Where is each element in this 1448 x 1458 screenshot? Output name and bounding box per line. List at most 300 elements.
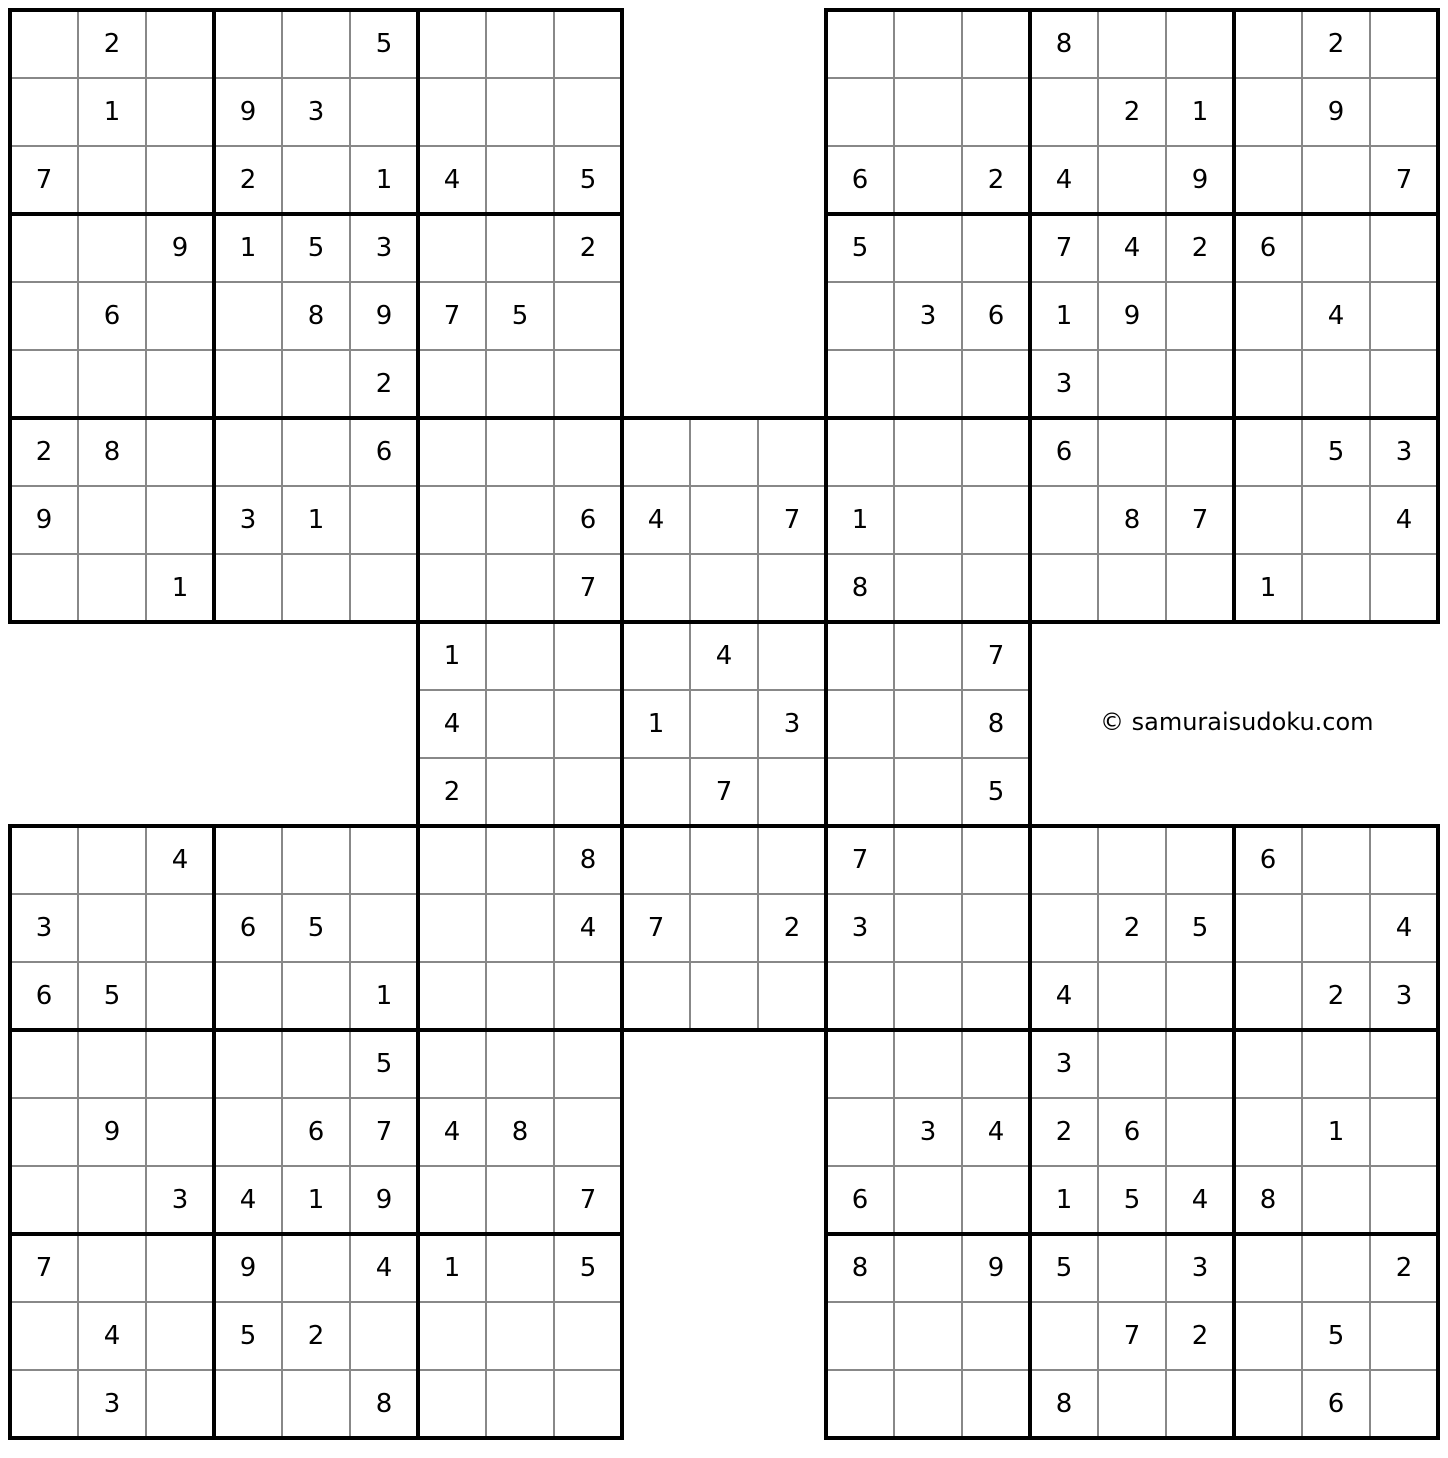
empty-cell[interactable] — [894, 826, 962, 894]
empty-cell[interactable] — [1302, 350, 1370, 418]
empty-cell[interactable] — [554, 10, 622, 78]
given-digit-cell: 4 — [579, 913, 597, 943]
empty-cell[interactable] — [418, 10, 486, 78]
empty-cell[interactable] — [1302, 1166, 1370, 1234]
given-digit-cell: 3 — [307, 97, 325, 127]
given-digit-cell: 3 — [1395, 437, 1413, 467]
empty-cell[interactable] — [78, 894, 146, 962]
given-digit-cell: 5 — [1123, 1185, 1141, 1215]
empty-cell[interactable] — [758, 826, 826, 894]
empty-cell[interactable] — [962, 1370, 1030, 1438]
empty-cell[interactable] — [486, 690, 554, 758]
empty-cell[interactable] — [1370, 350, 1438, 418]
empty-cell[interactable] — [962, 1166, 1030, 1234]
empty-cell[interactable] — [10, 78, 78, 146]
empty-cell[interactable] — [962, 894, 1030, 962]
empty-cell[interactable] — [418, 826, 486, 894]
given-digit-cell: 1 — [1055, 301, 1073, 331]
empty-cell[interactable] — [146, 1370, 214, 1438]
empty-cell[interactable] — [1234, 418, 1302, 486]
empty-cell[interactable] — [78, 1234, 146, 1302]
empty-cell[interactable] — [894, 1234, 962, 1302]
empty-cell[interactable] — [894, 418, 962, 486]
empty-cell[interactable] — [1234, 1234, 1302, 1302]
empty-cell[interactable] — [894, 1030, 962, 1098]
empty-cell[interactable] — [894, 554, 962, 622]
empty-cell[interactable] — [418, 214, 486, 282]
given-digit-cell: 1 — [375, 165, 393, 195]
empty-cell[interactable] — [894, 146, 962, 214]
empty-cell[interactable] — [1166, 1030, 1234, 1098]
empty-cell[interactable] — [1098, 554, 1166, 622]
empty-cell[interactable] — [10, 282, 78, 350]
empty-cell[interactable] — [826, 1302, 894, 1370]
empty-cell[interactable] — [1234, 486, 1302, 554]
empty-cell[interactable] — [1166, 554, 1234, 622]
empty-cell[interactable] — [1166, 350, 1234, 418]
empty-cell[interactable] — [214, 962, 282, 1030]
given-digit-cell: 3 — [919, 301, 937, 331]
empty-cell[interactable] — [486, 10, 554, 78]
empty-cell[interactable] — [1234, 146, 1302, 214]
empty-cell[interactable] — [146, 78, 214, 146]
empty-cell[interactable] — [1030, 826, 1098, 894]
empty-cell[interactable] — [10, 1302, 78, 1370]
empty-cell[interactable] — [1098, 1030, 1166, 1098]
empty-cell[interactable] — [826, 282, 894, 350]
empty-cell[interactable] — [350, 78, 418, 146]
empty-cell[interactable] — [554, 78, 622, 146]
empty-cell[interactable] — [350, 1302, 418, 1370]
empty-cell[interactable] — [486, 1166, 554, 1234]
empty-cell[interactable] — [554, 282, 622, 350]
empty-cell[interactable] — [282, 418, 350, 486]
empty-cell[interactable] — [758, 962, 826, 1030]
given-digit-cell: 1 — [1055, 1185, 1073, 1215]
empty-cell[interactable] — [1302, 554, 1370, 622]
empty-cell[interactable] — [1166, 962, 1234, 1030]
empty-cell[interactable] — [350, 826, 418, 894]
empty-cell[interactable] — [1166, 10, 1234, 78]
given-digit-cell: 2 — [239, 165, 257, 195]
empty-cell[interactable] — [214, 1030, 282, 1098]
empty-cell[interactable] — [146, 1234, 214, 1302]
given-digit-cell: 3 — [375, 233, 393, 263]
empty-cell[interactable] — [1030, 1302, 1098, 1370]
empty-cell[interactable] — [554, 350, 622, 418]
empty-cell[interactable] — [826, 1098, 894, 1166]
empty-cell[interactable] — [894, 1370, 962, 1438]
empty-cell[interactable] — [1302, 146, 1370, 214]
given-digit-cell: 5 — [579, 165, 597, 195]
empty-cell[interactable] — [146, 486, 214, 554]
empty-cell[interactable] — [1370, 78, 1438, 146]
given-digit-cell: 4 — [1191, 1185, 1209, 1215]
empty-cell[interactable] — [1166, 1370, 1234, 1438]
empty-cell[interactable] — [690, 418, 758, 486]
empty-cell[interactable] — [690, 554, 758, 622]
empty-cell[interactable] — [486, 826, 554, 894]
given-digit-cell: 7 — [579, 1185, 597, 1215]
empty-cell[interactable] — [622, 962, 690, 1030]
empty-cell[interactable] — [1370, 554, 1438, 622]
empty-cell[interactable] — [894, 78, 962, 146]
empty-cell[interactable] — [486, 554, 554, 622]
empty-cell[interactable] — [1370, 1370, 1438, 1438]
empty-cell[interactable] — [1098, 1370, 1166, 1438]
empty-cell[interactable] — [10, 10, 78, 78]
empty-cell[interactable] — [146, 1030, 214, 1098]
empty-cell[interactable] — [418, 1030, 486, 1098]
empty-cell[interactable] — [1234, 78, 1302, 146]
empty-cell[interactable] — [1234, 962, 1302, 1030]
empty-cell[interactable] — [554, 962, 622, 1030]
empty-cell[interactable] — [486, 622, 554, 690]
empty-cell[interactable] — [214, 1098, 282, 1166]
given-digit-cell: 7 — [647, 913, 665, 943]
empty-cell[interactable] — [826, 1370, 894, 1438]
empty-cell[interactable] — [78, 826, 146, 894]
given-digit-cell: 7 — [1055, 233, 1073, 263]
empty-cell[interactable] — [214, 418, 282, 486]
empty-cell[interactable] — [486, 1302, 554, 1370]
empty-cell[interactable] — [622, 826, 690, 894]
empty-cell[interactable] — [758, 622, 826, 690]
empty-cell[interactable] — [146, 418, 214, 486]
empty-cell[interactable] — [282, 1234, 350, 1302]
empty-cell[interactable] — [78, 1030, 146, 1098]
empty-cell[interactable] — [214, 10, 282, 78]
empty-cell[interactable] — [622, 622, 690, 690]
given-digit-cell: 9 — [171, 233, 189, 263]
empty-cell[interactable] — [1370, 214, 1438, 282]
given-digit-cell: 7 — [1395, 165, 1413, 195]
given-digit-cell: 2 — [375, 369, 393, 399]
empty-cell[interactable] — [826, 690, 894, 758]
given-digit-cell: 7 — [783, 505, 801, 535]
given-digit-cell: 1 — [1327, 1117, 1345, 1147]
empty-cell[interactable] — [554, 1370, 622, 1438]
given-digit-cell: 3 — [171, 1185, 189, 1215]
empty-cell[interactable] — [486, 1370, 554, 1438]
given-digit-cell: 7 — [35, 165, 53, 195]
given-digit-cell: 9 — [103, 1117, 121, 1147]
empty-cell[interactable] — [10, 350, 78, 418]
empty-cell[interactable] — [10, 214, 78, 282]
empty-cell[interactable] — [1234, 894, 1302, 962]
given-digit-cell: 2 — [1055, 1117, 1073, 1147]
empty-cell[interactable] — [1030, 894, 1098, 962]
empty-cell[interactable] — [1234, 282, 1302, 350]
empty-cell[interactable] — [10, 1030, 78, 1098]
given-digit-cell: 8 — [851, 573, 869, 603]
empty-cell[interactable] — [554, 1302, 622, 1370]
empty-cell[interactable] — [282, 1030, 350, 1098]
empty-cell[interactable] — [214, 282, 282, 350]
empty-cell[interactable] — [350, 486, 418, 554]
empty-cell[interactable] — [418, 1166, 486, 1234]
empty-cell[interactable] — [622, 758, 690, 826]
empty-cell[interactable] — [1234, 1302, 1302, 1370]
empty-cell[interactable] — [418, 350, 486, 418]
empty-cell[interactable] — [962, 1302, 1030, 1370]
empty-cell[interactable] — [826, 78, 894, 146]
empty-cell[interactable] — [486, 758, 554, 826]
empty-cell[interactable] — [1302, 214, 1370, 282]
empty-cell[interactable] — [418, 78, 486, 146]
empty-cell[interactable] — [282, 962, 350, 1030]
empty-cell[interactable] — [894, 10, 962, 78]
empty-cell[interactable] — [350, 554, 418, 622]
given-digit-cell: 4 — [443, 1117, 461, 1147]
given-digit-cell: 4 — [1055, 165, 1073, 195]
empty-cell[interactable] — [554, 1030, 622, 1098]
empty-cell[interactable] — [486, 1234, 554, 1302]
empty-cell[interactable] — [826, 350, 894, 418]
empty-cell[interactable] — [486, 146, 554, 214]
given-digit-cell: 4 — [715, 641, 733, 671]
given-digit-cell: 4 — [443, 709, 461, 739]
given-digit-cell: 1 — [375, 981, 393, 1011]
empty-cell[interactable] — [486, 418, 554, 486]
empty-cell[interactable] — [1370, 1302, 1438, 1370]
empty-cell[interactable] — [554, 690, 622, 758]
given-digit-cell: 9 — [239, 1253, 257, 1283]
given-digit-cell: 2 — [307, 1321, 325, 1351]
empty-cell[interactable] — [622, 554, 690, 622]
empty-cell[interactable] — [690, 894, 758, 962]
empty-cell[interactable] — [214, 554, 282, 622]
empty-cell[interactable] — [1234, 1370, 1302, 1438]
empty-cell[interactable] — [962, 962, 1030, 1030]
empty-cell[interactable] — [962, 214, 1030, 282]
empty-cell[interactable] — [418, 1302, 486, 1370]
empty-cell[interactable] — [894, 690, 962, 758]
empty-cell[interactable] — [894, 894, 962, 962]
empty-cell[interactable] — [554, 418, 622, 486]
empty-cell[interactable] — [690, 826, 758, 894]
given-digit-cell: 3 — [1395, 981, 1413, 1011]
given-digit-cell: 2 — [443, 777, 461, 807]
empty-cell[interactable] — [894, 622, 962, 690]
given-digit-cell: 5 — [987, 777, 1005, 807]
given-digit-cell: 6 — [35, 981, 53, 1011]
empty-cell[interactable] — [1302, 826, 1370, 894]
empty-cell[interactable] — [1370, 282, 1438, 350]
empty-cell[interactable] — [758, 554, 826, 622]
empty-cell[interactable] — [418, 486, 486, 554]
given-digit-cell: 8 — [511, 1117, 529, 1147]
empty-cell[interactable] — [282, 146, 350, 214]
empty-cell[interactable] — [962, 418, 1030, 486]
empty-cell[interactable] — [962, 78, 1030, 146]
empty-cell[interactable] — [78, 1166, 146, 1234]
empty-cell[interactable] — [1166, 282, 1234, 350]
given-digit-cell: 1 — [1259, 573, 1277, 603]
given-digit-cell: 7 — [851, 845, 869, 875]
empty-cell[interactable] — [282, 1370, 350, 1438]
given-digit-cell: 8 — [851, 1253, 869, 1283]
empty-cell[interactable] — [146, 894, 214, 962]
empty-cell[interactable] — [78, 214, 146, 282]
empty-cell[interactable] — [894, 1302, 962, 1370]
empty-cell[interactable] — [78, 350, 146, 418]
empty-cell[interactable] — [554, 622, 622, 690]
given-digit-cell: 3 — [783, 709, 801, 739]
empty-cell[interactable] — [78, 486, 146, 554]
empty-cell[interactable] — [1370, 1166, 1438, 1234]
given-digit-cell: 1 — [443, 641, 461, 671]
given-digit-cell: 5 — [1327, 1321, 1345, 1351]
empty-cell[interactable] — [146, 1098, 214, 1166]
empty-cell[interactable] — [282, 826, 350, 894]
empty-cell[interactable] — [10, 554, 78, 622]
given-digit-cell: 1 — [103, 97, 121, 127]
empty-cell[interactable] — [1166, 1098, 1234, 1166]
empty-cell[interactable] — [214, 350, 282, 418]
empty-cell[interactable] — [894, 962, 962, 1030]
empty-cell[interactable] — [146, 282, 214, 350]
empty-cell[interactable] — [690, 690, 758, 758]
empty-cell[interactable] — [282, 554, 350, 622]
empty-cell[interactable] — [1370, 1030, 1438, 1098]
empty-cell[interactable] — [1098, 418, 1166, 486]
given-digit-cell: 2 — [1191, 1321, 1209, 1351]
given-digit-cell: 8 — [1259, 1185, 1277, 1215]
empty-cell[interactable] — [10, 1166, 78, 1234]
given-digit-cell: 5 — [375, 29, 393, 59]
empty-cell[interactable] — [350, 894, 418, 962]
given-digit-cell: 8 — [307, 301, 325, 331]
empty-cell[interactable] — [1302, 1030, 1370, 1098]
empty-cell[interactable] — [1030, 554, 1098, 622]
empty-cell[interactable] — [962, 826, 1030, 894]
empty-cell[interactable] — [1098, 962, 1166, 1030]
empty-cell[interactable] — [146, 146, 214, 214]
empty-cell[interactable] — [418, 554, 486, 622]
empty-cell[interactable] — [622, 418, 690, 486]
given-digit-cell: 2 — [1327, 981, 1345, 1011]
empty-cell[interactable] — [962, 350, 1030, 418]
empty-cell[interactable] — [826, 962, 894, 1030]
empty-cell[interactable] — [826, 622, 894, 690]
empty-cell[interactable] — [1098, 826, 1166, 894]
given-digit-cell: 7 — [579, 573, 597, 603]
empty-cell[interactable] — [214, 1370, 282, 1438]
empty-cell[interactable] — [894, 214, 962, 282]
empty-cell[interactable] — [1234, 1030, 1302, 1098]
given-digit-cell: 3 — [1055, 369, 1073, 399]
given-digit-cell: 7 — [1123, 1321, 1141, 1351]
empty-cell[interactable] — [1098, 10, 1166, 78]
given-digit-cell: 2 — [579, 233, 597, 263]
empty-cell[interactable] — [1234, 1098, 1302, 1166]
given-digit-cell: 2 — [1327, 29, 1345, 59]
empty-cell[interactable] — [1098, 1234, 1166, 1302]
empty-cell[interactable] — [894, 758, 962, 826]
empty-cell[interactable] — [894, 486, 962, 554]
empty-cell[interactable] — [758, 758, 826, 826]
empty-cell[interactable] — [1030, 78, 1098, 146]
empty-cell[interactable] — [690, 486, 758, 554]
empty-cell[interactable] — [486, 214, 554, 282]
empty-cell[interactable] — [826, 758, 894, 826]
empty-cell[interactable] — [214, 826, 282, 894]
empty-cell[interactable] — [486, 1030, 554, 1098]
given-digit-cell: 5 — [1191, 913, 1209, 943]
empty-cell[interactable] — [826, 10, 894, 78]
empty-cell[interactable] — [1098, 146, 1166, 214]
empty-cell[interactable] — [1166, 418, 1234, 486]
given-digit-cell: 1 — [851, 505, 869, 535]
empty-cell[interactable] — [1302, 894, 1370, 962]
empty-cell[interactable] — [758, 418, 826, 486]
empty-cell[interactable] — [826, 1030, 894, 1098]
empty-cell[interactable] — [554, 1098, 622, 1166]
empty-cell[interactable] — [894, 1166, 962, 1234]
empty-cell[interactable] — [1166, 826, 1234, 894]
empty-cell[interactable] — [962, 1030, 1030, 1098]
given-digit-cell: 5 — [851, 233, 869, 263]
given-digit-cell: 6 — [307, 1117, 325, 1147]
empty-cell[interactable] — [10, 1370, 78, 1438]
empty-cell[interactable] — [962, 10, 1030, 78]
empty-cell[interactable] — [78, 554, 146, 622]
empty-cell[interactable] — [962, 486, 1030, 554]
empty-cell[interactable] — [962, 554, 1030, 622]
empty-cell[interactable] — [418, 1370, 486, 1438]
empty-cell[interactable] — [894, 350, 962, 418]
empty-cell[interactable] — [486, 350, 554, 418]
empty-cell[interactable] — [1370, 1098, 1438, 1166]
empty-cell[interactable] — [282, 10, 350, 78]
empty-cell[interactable] — [10, 1098, 78, 1166]
given-digit-cell: 6 — [1259, 233, 1277, 263]
empty-cell[interactable] — [10, 826, 78, 894]
empty-cell[interactable] — [826, 418, 894, 486]
empty-cell[interactable] — [1030, 486, 1098, 554]
empty-cell[interactable] — [1098, 350, 1166, 418]
empty-cell[interactable] — [1370, 10, 1438, 78]
empty-cell[interactable] — [1234, 350, 1302, 418]
empty-cell[interactable] — [1302, 1234, 1370, 1302]
empty-cell[interactable] — [146, 10, 214, 78]
given-digit-cell: 3 — [1191, 1253, 1209, 1283]
empty-cell[interactable] — [486, 486, 554, 554]
empty-cell[interactable] — [486, 894, 554, 962]
given-digit-cell: 9 — [239, 97, 257, 127]
empty-cell[interactable] — [78, 146, 146, 214]
empty-cell[interactable] — [1234, 10, 1302, 78]
empty-cell[interactable] — [146, 962, 214, 1030]
empty-cell[interactable] — [486, 78, 554, 146]
empty-cell[interactable] — [554, 758, 622, 826]
empty-cell[interactable] — [146, 1302, 214, 1370]
given-digit-cell: 6 — [375, 437, 393, 467]
empty-cell[interactable] — [146, 350, 214, 418]
empty-cell[interactable] — [418, 894, 486, 962]
empty-cell[interactable] — [418, 418, 486, 486]
empty-cell[interactable] — [1302, 486, 1370, 554]
empty-cell[interactable] — [418, 962, 486, 1030]
empty-cell[interactable] — [486, 962, 554, 1030]
empty-cell[interactable] — [282, 350, 350, 418]
given-digit-cell: 4 — [443, 165, 461, 195]
given-digit-cell: 2 — [1191, 233, 1209, 263]
empty-cell[interactable] — [690, 962, 758, 1030]
empty-cell[interactable] — [1370, 826, 1438, 894]
given-digit-cell: 7 — [375, 1117, 393, 1147]
